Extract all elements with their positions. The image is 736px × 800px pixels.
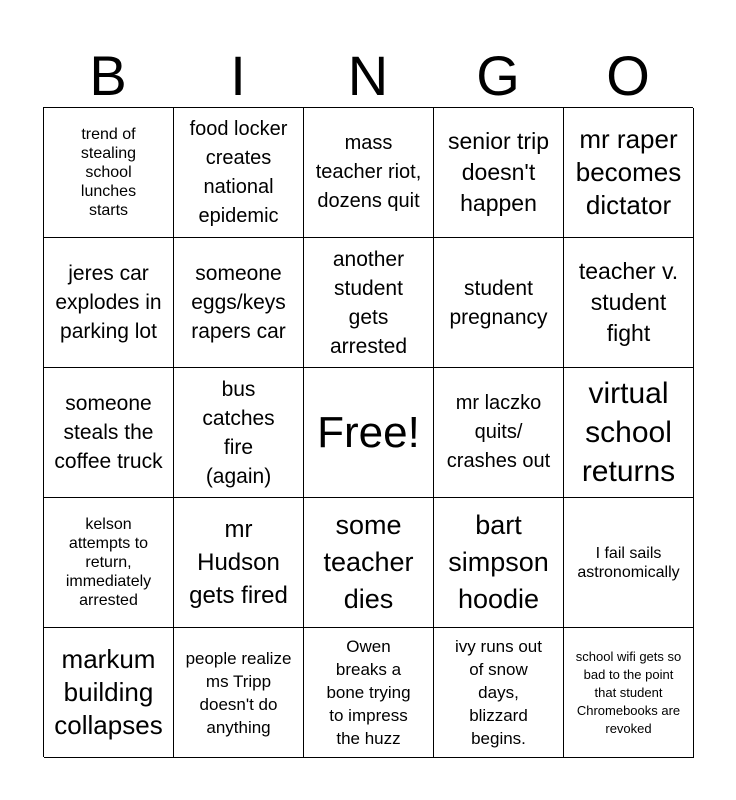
cell-text: senior trip doesn't happen (448, 128, 549, 216)
cell-text: trend of stealing school lunches starts (80, 126, 137, 219)
header-letter-i: I (230, 44, 246, 107)
cell-text: some teacher dies (323, 510, 414, 614)
bingo-cell (44, 368, 174, 498)
cell-text: mass teacher riot, dozens quit (315, 132, 422, 212)
cell-text: food locker creates national epidemic (189, 117, 288, 227)
cell-text: mr Hudson gets fired (189, 516, 288, 609)
cell-text: student pregnancy (449, 276, 548, 329)
bingo-cell (174, 498, 304, 628)
bingo-cell (564, 498, 694, 628)
bingo-cell (434, 368, 564, 498)
header-letter-o: O (606, 44, 650, 107)
cell-text: people realize ms Tripp doesn't do anything (185, 648, 292, 737)
bingo-cell (434, 108, 564, 238)
cell-text: school wifi gets so bad to the point that student Chromebooks are revoked (575, 648, 682, 736)
cell-text: mr laczko quits/ crashes out (446, 392, 551, 472)
cell-text: Owen breaks a bone trying to impress the huzz (326, 637, 411, 748)
bingo-cell (304, 238, 434, 368)
cell-text: teacher v. student fight (578, 258, 679, 346)
cell-text: someone steals the coffee truck (54, 392, 163, 473)
bingo-cell (304, 498, 434, 628)
bingo-cell (434, 498, 564, 628)
cell-text: another student gets arrested (329, 247, 408, 358)
cell-text: kelson attempts to return, immediately arrested (65, 516, 152, 609)
header-letter-b: B (89, 44, 127, 107)
bingo-cell (174, 238, 304, 368)
free-space-cell (304, 368, 434, 498)
header-letter-n: N (347, 44, 389, 107)
bingo-cell (434, 238, 564, 368)
cell-text: jeres car explodes in parking lot (55, 262, 162, 343)
bingo-cell (44, 108, 174, 238)
cell-text: bart simpson hoodie (448, 510, 549, 614)
bingo-cell (44, 498, 174, 628)
bingo-cell (564, 628, 694, 758)
bingo-cell (564, 108, 694, 238)
bingo-cell (434, 628, 564, 758)
cell-text: ivy runs out of snow days, blizzard begins. (455, 637, 542, 748)
cell-text: markum building collapses (54, 644, 163, 740)
cell-text: mr raper becomes dictator (575, 124, 682, 220)
bingo-cell (44, 628, 174, 758)
cell-text: Free! (317, 407, 420, 457)
bingo-cell (564, 238, 694, 368)
cell-text: someone eggs/keys rapers car (191, 262, 286, 343)
bingo-cell (304, 108, 434, 238)
cell-text: bus catches fire (again) (202, 377, 275, 488)
bingo-cell (174, 628, 304, 758)
header-letter-g: G (476, 44, 520, 107)
bingo-grid (43, 107, 693, 757)
cell-text: I fail sails astronomically (577, 544, 680, 581)
cell-text: virtual school returns (581, 377, 676, 488)
bingo-cell (564, 368, 694, 498)
bingo-header (43, 44, 693, 108)
bingo-cell (174, 368, 304, 498)
bingo-cell (174, 108, 304, 238)
bingo-cell (44, 238, 174, 368)
bingo-cell (304, 628, 434, 758)
